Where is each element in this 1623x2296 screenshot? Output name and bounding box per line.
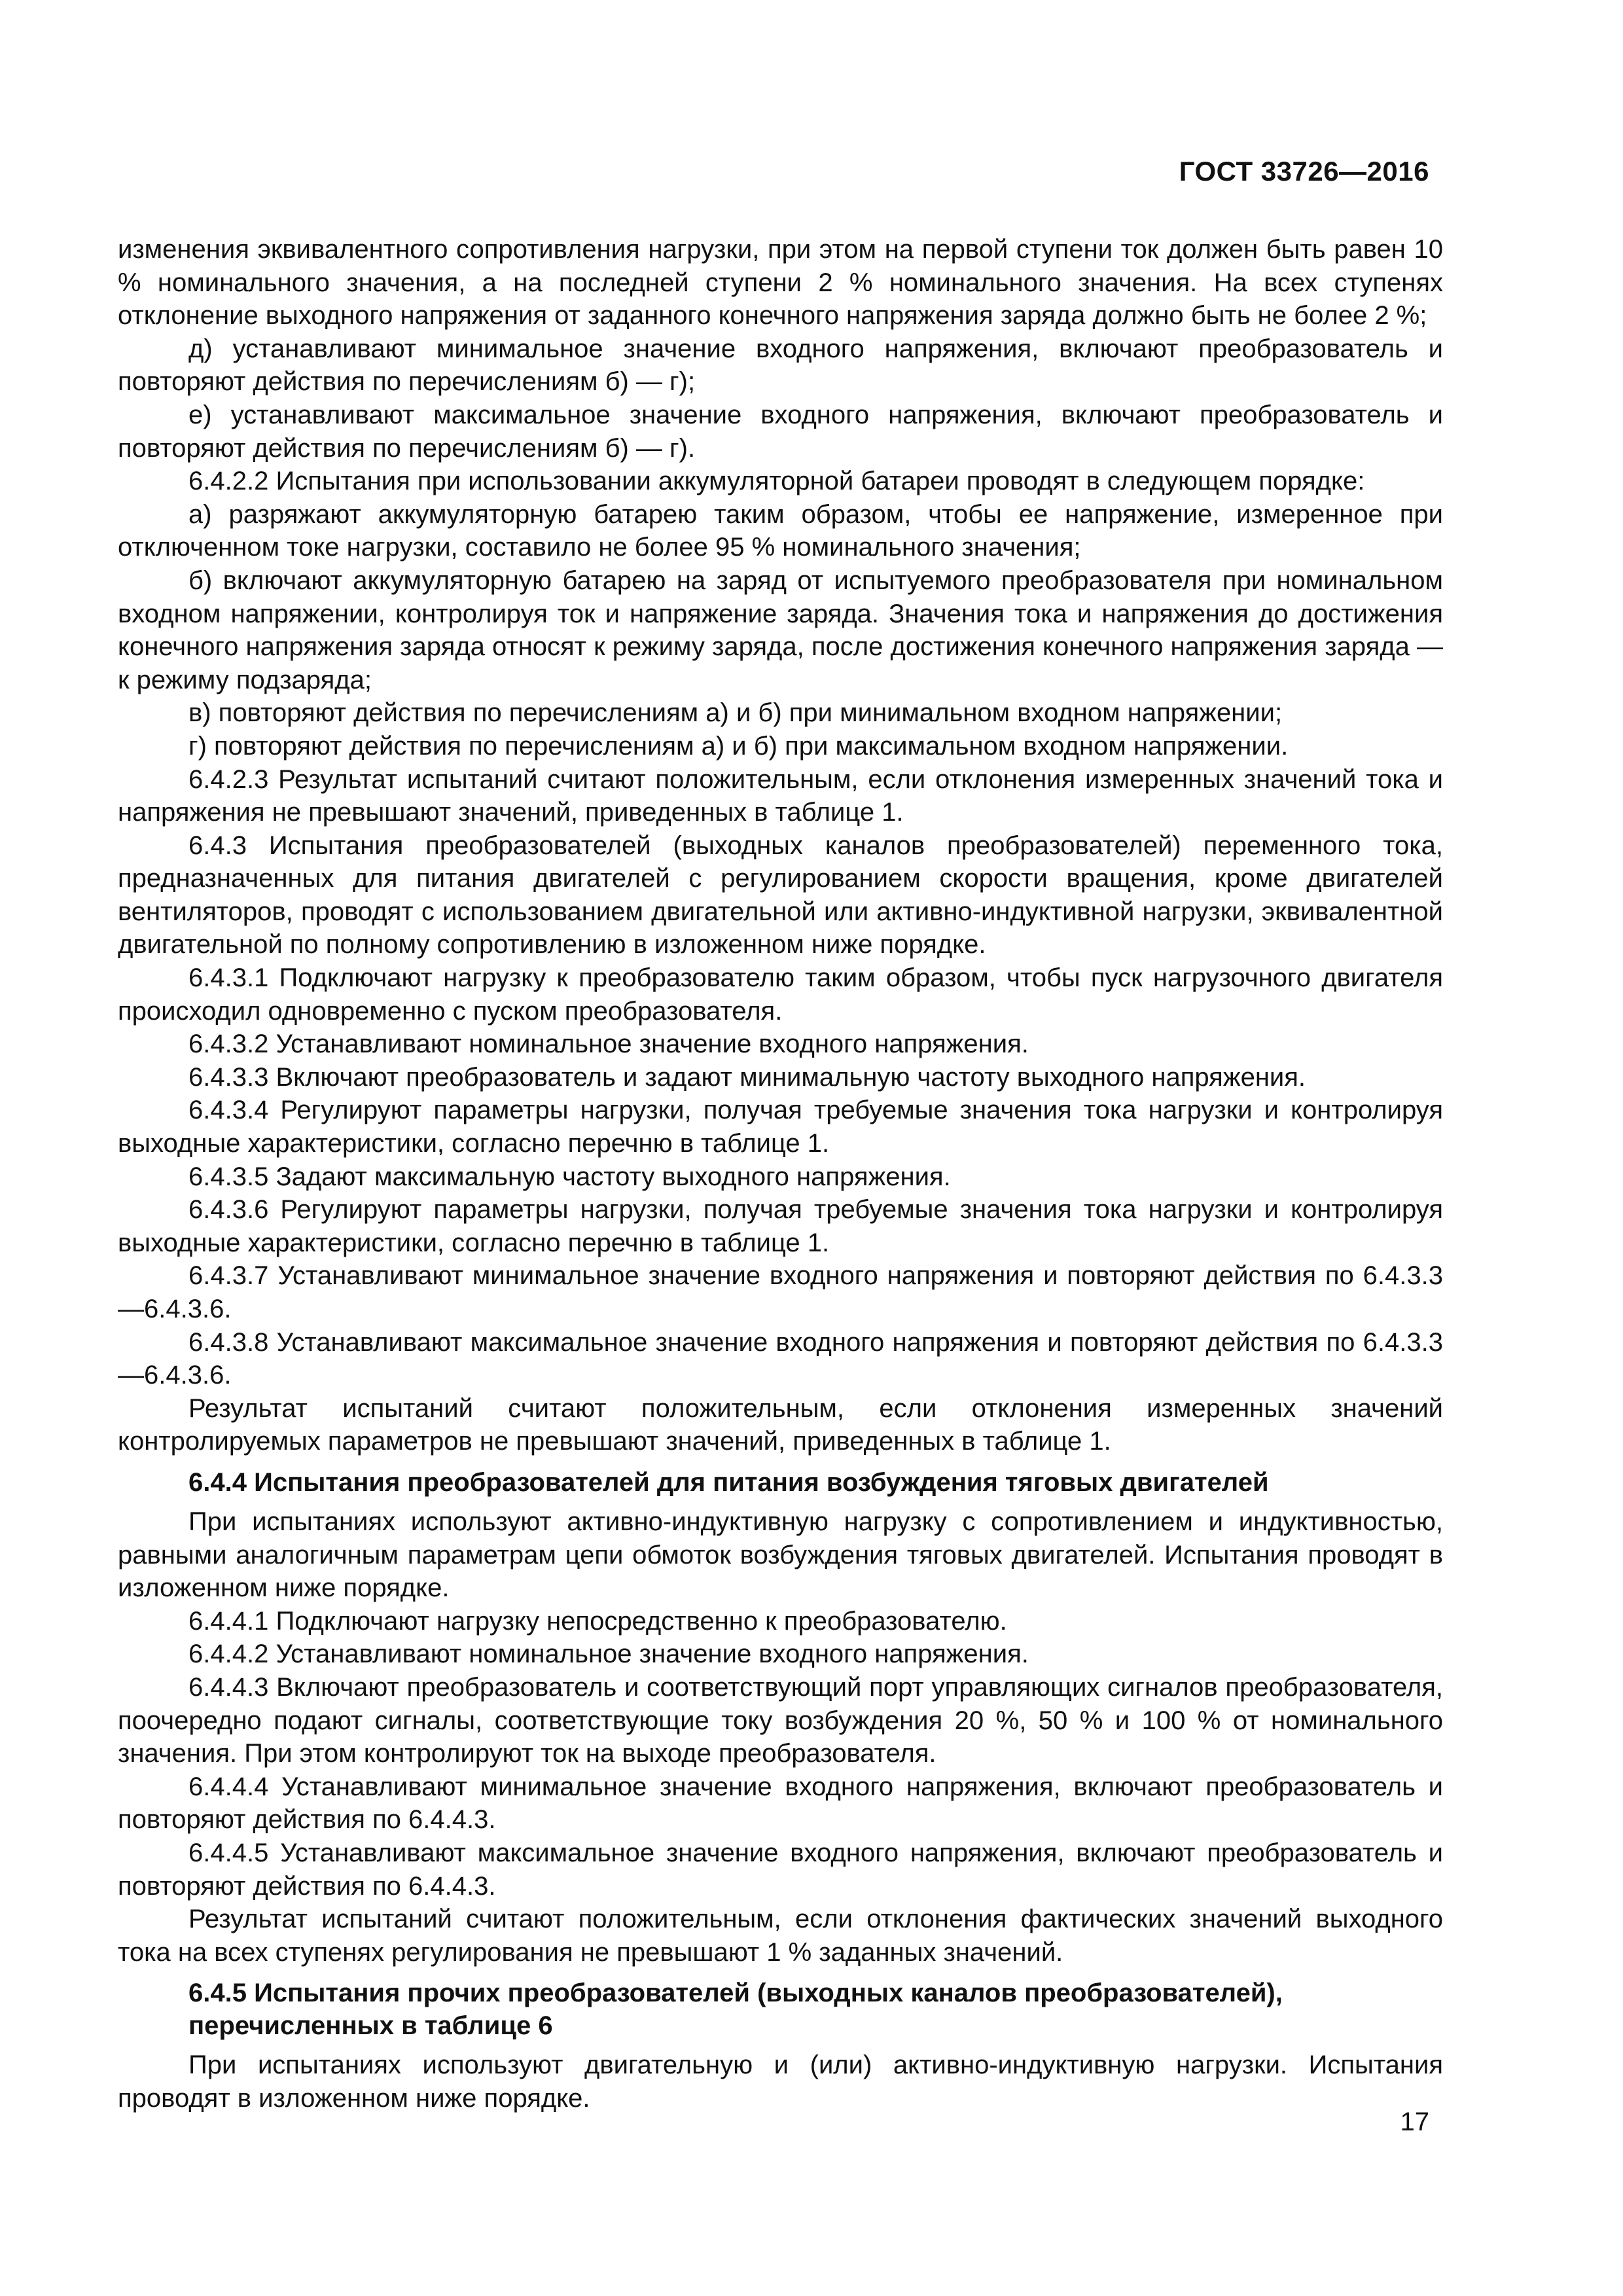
section-heading-line: 6.4.5 Испытания прочих преобразователей (выходных каналов преобразователей),: [188, 1979, 1283, 2008]
paragraph: 6.4.2.2 Испытания при использовании аккумуляторной батареи проводят в следующем порядке:: [188, 467, 1365, 496]
paragraph: При испытаниях используют активно-индуктивную нагрузку с сопротивлением и индуктивностью, равными аналогичным параметрам цепи обмоток возбуждения тяговых двигателей. Испытания проводят в изложенном ниже порядке.: [118, 1507, 1443, 1603]
paragraph: 6.4.4.2 Устанавливают номинальное значение входного напряжения.: [188, 1640, 1029, 1669]
list-item: а) разряжают аккумуляторную батарею таким образом, чтобы ее напряжение, измеренное при отключенном токе нагрузки, составило не более 95 % номинального значения;: [118, 499, 1443, 562]
section-heading-text: 6.4.4 Испытания преобразователей для питания возбуждения тяговых двигателей: [188, 1467, 1269, 1497]
document-header: ГОСТ 33726—2016: [1179, 156, 1429, 187]
paragraph: Результат испытаний считают положительным, если отклонения фактических значений выходного тока на всех ступенях регулирования не превышают 1 % заданных значений.: [118, 1905, 1443, 1967]
paragraph: 6.4.4.1 Подключают нагрузку непосредственно к преобразователю.: [188, 1606, 1007, 1636]
paragraph: 6.4.3.2 Устанавливают номинальное значение входного напряжения.: [188, 1030, 1029, 1059]
list-item: г) повторяют действия по перечислениям а) и б) при максимальном входном напряжении.: [188, 731, 1289, 761]
paragraph: 6.4.2.3 Результат испытаний считают положительным, если отклонения измеренных значений тока и напряжения не превышают значений, приведенных в таблице 1.: [118, 764, 1443, 827]
list-item: е) устанавливают максимальное значение входного напряжения, включают преобразователь и повторяют действия по перечислениям б) — г).: [118, 400, 1443, 463]
section-heading-line: перечисленных в таблице 6: [188, 2011, 553, 2041]
paragraph: 6.4.3.6 Регулируют параметры нагрузки, получая требуемые значения тока нагрузки и контролируя выходные характеристики, согласно перечню в таблице 1.: [118, 1195, 1443, 1257]
paragraph: 6.4.3.5 Задают максимальную частоту выходного напряжения.: [188, 1162, 951, 1191]
paragraph: изменения эквивалентного сопротивления нагрузки, при этом на первой ступени ток должен быть равен 10 % номинального значения, а на последней ступени 2 % номинального значения. На всех ступенях отклонение выходного напряжения от заданного конечного напряжения заряда должно быть не более 2 %;: [118, 235, 1443, 331]
paragraph: 6.4.4.3 Включают преобразователь и соответствующий порт управляющих сигналов преобразователя, поочередно подают сигналы, соответствующие току возбуждения 20 %, 50 % и 100 % от номинального значения. При этом контролируют ток на выходе преобразователя.: [118, 1672, 1443, 1768]
paragraph: 6.4.3.7 Устанавливают минимальное значение входного напряжения и повторяют действия по 6.4.3.3—6.4.3.6.: [118, 1261, 1443, 1323]
paragraph: 6.4.3.1 Подключают нагрузку к преобразователю таким образом, чтобы пуск нагрузочного двигателя происходил одновременно с пуском преобразователя.: [118, 963, 1443, 1026]
list-item: б) включают аккумуляторную батарею на заряд от испытуемого преобразователя при номинальном входном напряжении, контролируя ток и напряжение заряда. Значения тока и напряжения до достижения конечного напряжения заряда относят к режиму заряда, после достижения конечного напряжения заряда — к режиму подзаряда;: [118, 565, 1443, 694]
section-heading-6-4-5: [118, 1977, 1443, 2042]
paragraph: Результат испытаний считают положительным, если отклонения измеренных значений контролируемых параметров не превышают значений, приведенных в таблице 1.: [118, 1393, 1443, 1456]
list-item: д) устанавливают минимальное значение входного напряжения, включают преобразователь и повторяют действия по перечислениям б) — г);: [118, 334, 1443, 397]
page-number: 17: [1400, 2108, 1429, 2136]
paragraph: 6.4.4.5 Устанавливают максимальное значение входного напряжения, включают преобразователь и повторяют действия по 6.4.4.3.: [118, 1838, 1443, 1901]
paragraph: При испытаниях используют двигательную и (или) активно-индуктивную нагрузки. Испытания проводят в изложенном ниже порядке.: [118, 2051, 1443, 2113]
paragraph: 6.4.4.4 Устанавливают минимальное значение входного напряжения, включают преобразователь и повторяют действия по 6.4.4.3.: [118, 1772, 1443, 1835]
paragraph: 6.4.3.3 Включают преобразователь и задают минимальную частоту выходного напряжения.: [188, 1062, 1306, 1092]
section-heading-6-4-4: [118, 1466, 1443, 1499]
paragraph: 6.4.3.4 Регулируют параметры нагрузки, получая требуемые значения тока нагрузки и контролируя выходные характеристики, согласно перечню в таблице 1.: [118, 1096, 1443, 1158]
document-body: [118, 233, 1443, 2115]
paragraph: 6.4.3 Испытания преобразователей (выходных каналов преобразователей) переменного тока, предназначенных для питания двигателей с регулированием скорости вращения, кроме двигателей вентиляторов, проводят с использованием двигательной или активно-индуктивной нагрузки, эквивалентной двигательной по полному сопротивлению в изложенном ниже порядке.: [118, 831, 1443, 960]
list-item: в) повторяют действия по перечислениям а) и б) при минимальном входном напряжении;: [188, 698, 1283, 728]
paragraph: 6.4.3.8 Устанавливают максимальное значение входного напряжения и повторяют действия по 6.4.3.3—6.4.3.6.: [118, 1327, 1443, 1390]
